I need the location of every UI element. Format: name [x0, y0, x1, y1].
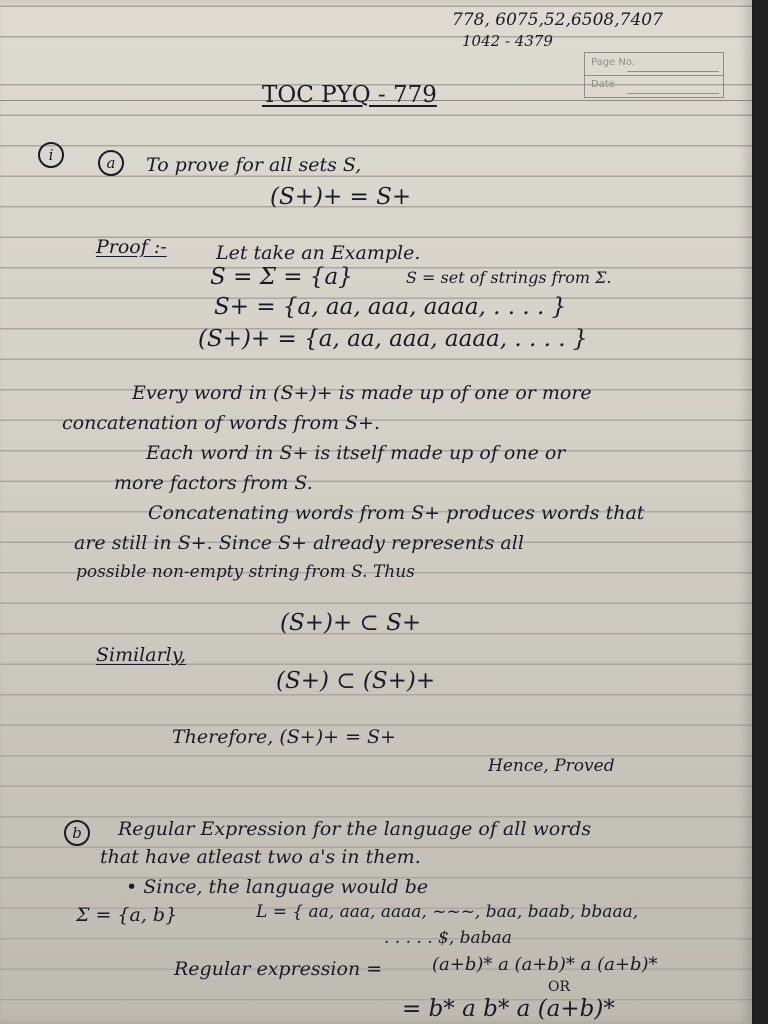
page-meta-box: [584, 52, 724, 98]
regex-label: Regular expression =: [174, 958, 383, 980]
proof-intro: Let take an Example.: [216, 242, 421, 264]
line-s-plus-plus: (S+)+ = {a, aa, aaa, aaaa, . . . . }: [198, 326, 588, 352]
or-label: OR: [548, 979, 571, 995]
result-1: (S+)+ ⊂ S+: [280, 610, 422, 636]
language-line-1: L = { aa, aaa, aaaa, ~~~, baa, baab, bbaaa,: [256, 902, 639, 922]
line-s-note: S = set of strings from Σ.: [406, 268, 612, 287]
line-s-plus: S+ = {a, aa, aaa, aaaa, . . . . }: [214, 294, 567, 320]
para-3c: possible non-empty string from S. Thus: [76, 562, 415, 582]
para-2b: more factors from S.: [114, 472, 313, 494]
reference-numbers-1: 778, 6075,52,6508,7407: [452, 10, 663, 30]
para-2a: Each word in S+ is itself made up of one or: [146, 442, 566, 464]
line-s: S = Σ = {a}: [210, 264, 353, 290]
part-a-statement-1: To prove for all sets S,: [146, 154, 362, 176]
question-number: i: [38, 142, 64, 168]
para-3b: are still in S+. Since S+ already represents all: [74, 532, 524, 554]
para-1a: Every word in (S+)+ is made up of one or more: [132, 382, 592, 404]
part-b-label: b: [64, 820, 90, 846]
hence-proved: Hence, Proved: [488, 756, 615, 776]
similarly-label: Similarly,: [96, 644, 186, 666]
date-label: Date: [591, 79, 615, 90]
since-line: • Since, the language would be: [126, 876, 429, 898]
part-b-statement-1: Regular Expression for the language of all words: [118, 818, 592, 840]
regex-1: (a+b)* a (a+b)* a (a+b)*: [432, 954, 658, 975]
para-1b: concatenation of words from S+.: [62, 412, 380, 434]
result-2: (S+) ⊂ (S+)+: [276, 668, 436, 694]
background-edge: [755, 0, 768, 1024]
para-3a: Concatenating words from S+ produces words that: [148, 502, 645, 524]
language-line-2: . . . . . $, babaa: [384, 928, 512, 948]
reference-numbers-2: 1042 - 4379: [462, 32, 553, 50]
page-title: TOC PYQ - 779: [262, 82, 437, 108]
sigma-definition: Σ = {a, b}: [76, 904, 178, 926]
therefore-line: Therefore, (S+)+ = S+: [172, 726, 396, 748]
part-b-statement-2: that have atleast two a's in them.: [100, 846, 421, 868]
regex-2: = b* a b* a (a+b)*: [402, 996, 615, 1022]
part-a-label: a: [98, 150, 124, 176]
proof-label: Proof :-: [96, 236, 167, 258]
part-a-statement-2: (S+)+ = S+: [270, 184, 412, 210]
page-no-label: Page No.: [591, 57, 635, 68]
